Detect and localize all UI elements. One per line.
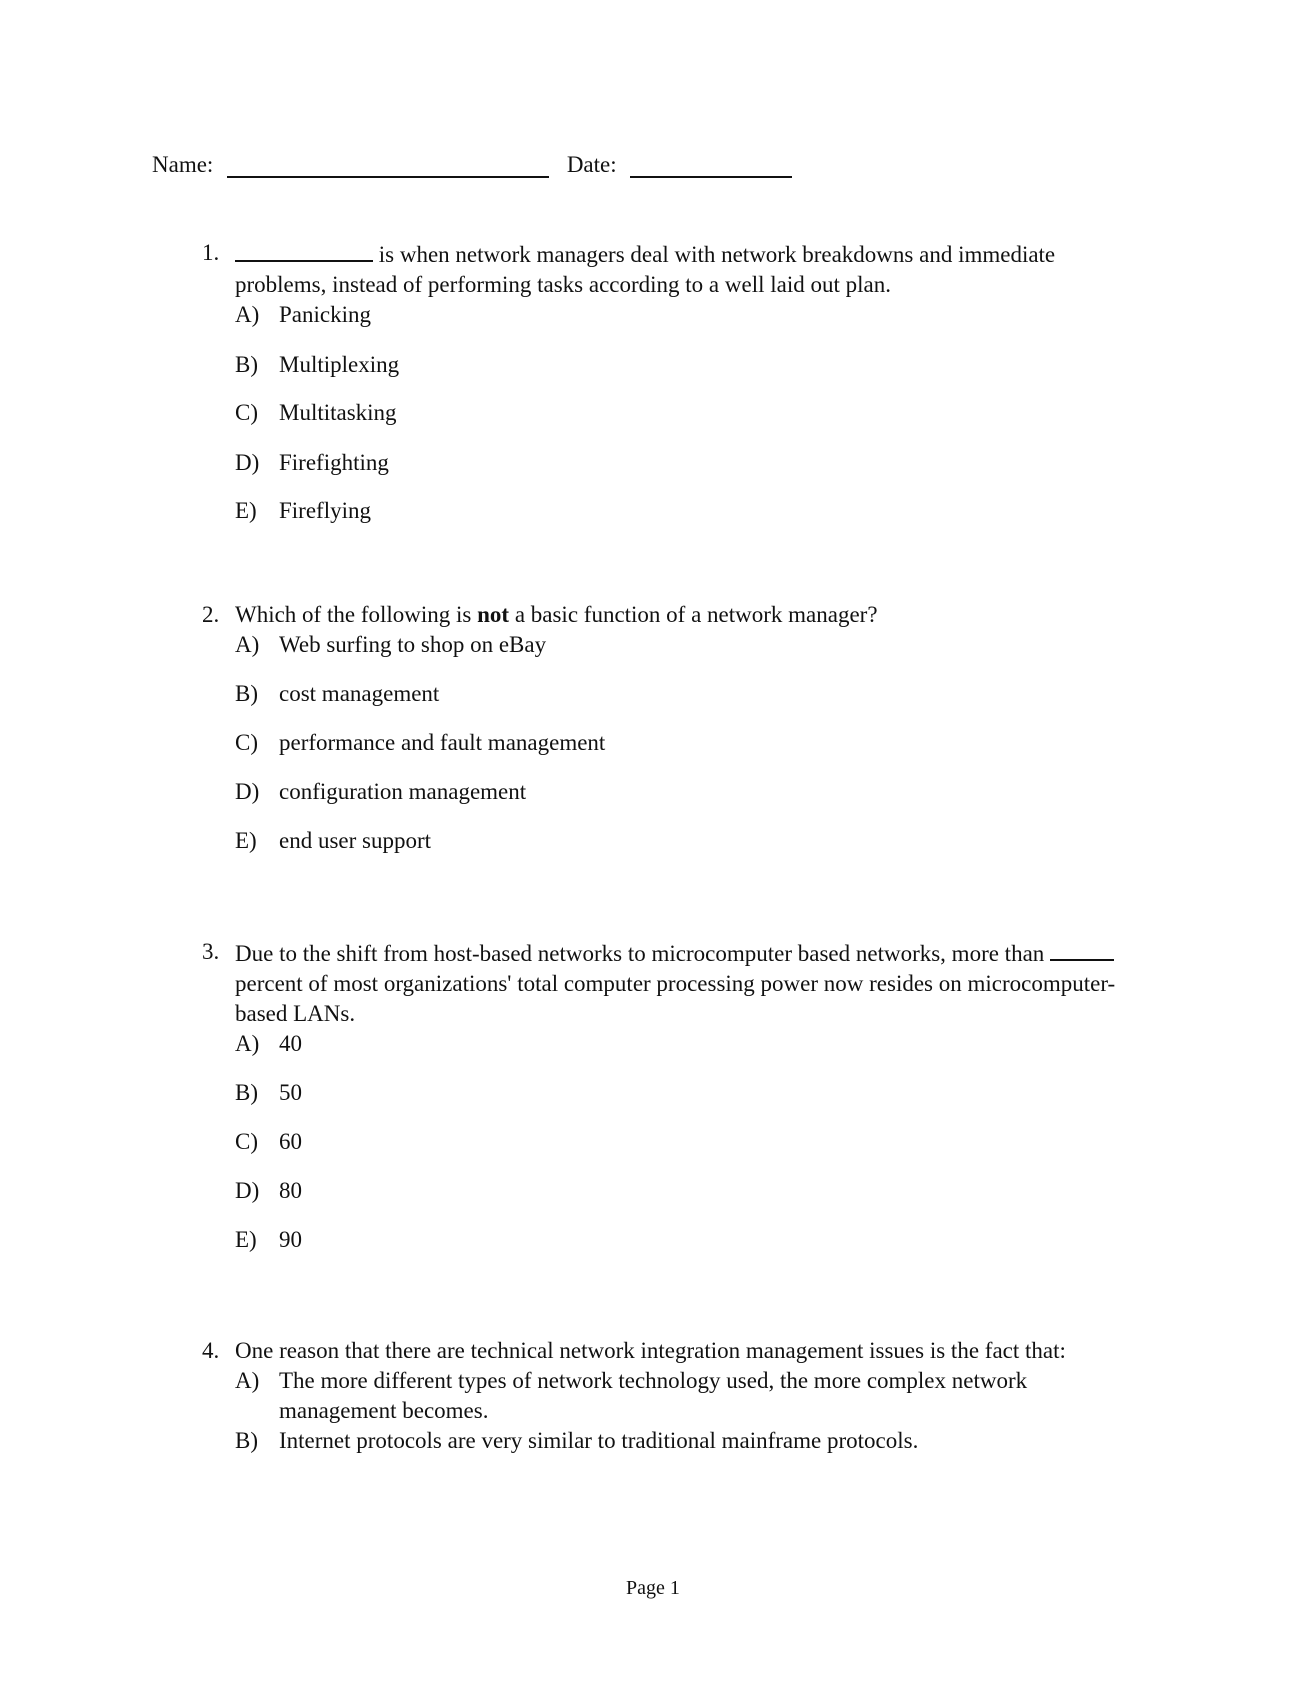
option-letter: C) bbox=[235, 730, 258, 755]
question-1 bbox=[202, 238, 1142, 526]
option-text: performance and fault management bbox=[279, 730, 606, 755]
option-text: Panicking bbox=[279, 302, 371, 327]
option-letter: A) bbox=[235, 1368, 260, 1393]
option-d bbox=[235, 448, 1142, 478]
option-text: cost management bbox=[279, 681, 440, 706]
option-c bbox=[235, 728, 1142, 758]
question-body: is when network managers deal with network breakdowns and immediate problems, instead of performing tasks according to a well laid out plan. bbox=[235, 242, 1056, 297]
answer-blank bbox=[235, 238, 373, 262]
option-text: Fireflying bbox=[279, 498, 371, 523]
option-letter: E) bbox=[235, 1227, 257, 1252]
option-e bbox=[235, 826, 1142, 856]
option-letter: A) bbox=[235, 302, 260, 327]
question-body: Which of the following is bbox=[235, 602, 478, 627]
option-text: end user support bbox=[279, 828, 432, 853]
option-text: The more different types of network technology used, the more complex network management becomes. bbox=[279, 1368, 1028, 1423]
emphasis-word: not bbox=[477, 602, 510, 627]
option-c bbox=[235, 398, 1142, 428]
option-c bbox=[235, 1127, 1142, 1157]
option-text: Multiplexing bbox=[279, 352, 400, 377]
option-letter: B) bbox=[235, 681, 258, 706]
question-text bbox=[235, 1336, 1142, 1366]
option-a bbox=[235, 1029, 1142, 1059]
option-b bbox=[235, 1426, 1142, 1456]
question-number: 1. bbox=[202, 240, 220, 265]
question-2 bbox=[202, 600, 1142, 856]
date-blank bbox=[630, 154, 792, 178]
option-a bbox=[235, 1366, 1142, 1426]
option-a bbox=[235, 300, 1142, 330]
option-a bbox=[235, 630, 1142, 660]
option-text: 90 bbox=[279, 1227, 302, 1252]
question-body: Due to the shift from host-based networks to microcomputer based networks, more than bbox=[235, 941, 1051, 966]
name-date-header bbox=[152, 152, 792, 178]
option-b bbox=[235, 1078, 1142, 1108]
question-4 bbox=[202, 1336, 1142, 1456]
option-text: configuration management bbox=[279, 779, 527, 804]
option-text: Firefighting bbox=[279, 450, 389, 475]
page-number: Page 1 bbox=[626, 1577, 680, 1599]
option-letter: A) bbox=[235, 632, 260, 657]
option-letter: E) bbox=[235, 828, 257, 853]
answer-blank bbox=[1050, 937, 1114, 961]
option-letter: B) bbox=[235, 352, 258, 377]
question-text bbox=[235, 937, 1142, 1029]
question-text bbox=[235, 600, 1142, 630]
question-body: One reason that there are technical network integration management issues is the fact that: bbox=[235, 1338, 1066, 1363]
option-e bbox=[235, 496, 1142, 526]
question-body: percent of most organizations' total computer processing power now resides on microcomputer-based LANs. bbox=[235, 971, 1116, 1026]
option-letter: C) bbox=[235, 400, 258, 425]
date-label: Date: bbox=[566, 152, 617, 177]
option-letter: B) bbox=[235, 1428, 258, 1453]
question-body: a basic function of a network manager? bbox=[509, 602, 878, 627]
option-letter: D) bbox=[235, 779, 260, 804]
question-3 bbox=[202, 937, 1142, 1255]
option-b bbox=[235, 679, 1142, 709]
option-letter: B) bbox=[235, 1080, 258, 1105]
option-text: Multitasking bbox=[279, 400, 397, 425]
question-number: 2. bbox=[202, 602, 220, 627]
option-text: Web surfing to shop on eBay bbox=[279, 632, 547, 657]
option-text: 60 bbox=[279, 1129, 302, 1154]
option-d bbox=[235, 1176, 1142, 1206]
option-letter: E) bbox=[235, 498, 257, 523]
option-text: 40 bbox=[279, 1031, 302, 1056]
question-number: 4. bbox=[202, 1338, 220, 1363]
name-label: Name: bbox=[152, 152, 214, 177]
option-letter: D) bbox=[235, 1178, 260, 1203]
option-letter: C) bbox=[235, 1129, 258, 1154]
option-text: Internet protocols are very similar to traditional mainframe protocols. bbox=[279, 1428, 919, 1453]
option-e bbox=[235, 1225, 1142, 1255]
option-text: 50 bbox=[279, 1080, 302, 1105]
option-b bbox=[235, 350, 1142, 380]
option-text: 80 bbox=[279, 1178, 302, 1203]
option-d bbox=[235, 777, 1142, 807]
question-number: 3. bbox=[202, 939, 220, 964]
option-letter: D) bbox=[235, 450, 260, 475]
name-blank bbox=[227, 154, 549, 178]
question-text bbox=[235, 238, 1142, 300]
option-letter: A) bbox=[235, 1031, 260, 1056]
